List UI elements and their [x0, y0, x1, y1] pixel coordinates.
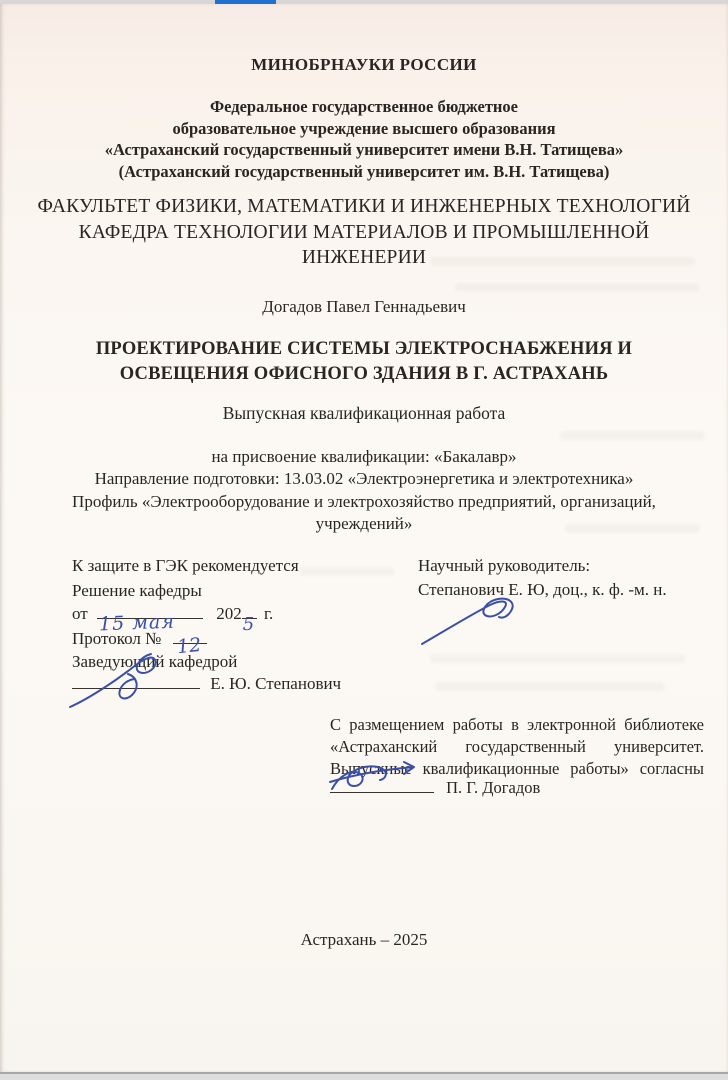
work-title [0, 337, 728, 386]
protocol-row [72, 629, 207, 659]
faculty-block [0, 194, 728, 271]
date-blank-underline [97, 610, 203, 636]
scanned-title-page [0, 4, 728, 1072]
qualification-line: на присвоение квалификации: «Бакалавр» [211, 447, 517, 466]
consent-line: Выпускные квалификационные работы» согласны [330, 759, 704, 778]
city-year: Астрахань – 2025 [300, 930, 428, 949]
approval-recommendation: К защите в ГЭК рекомендуется [72, 556, 299, 575]
institution-line: «Астраханский государственный университет имени В.Н. Татищева» [104, 140, 624, 159]
year-printed: 202 [216, 604, 242, 623]
bleed-through-mark [300, 567, 395, 576]
consent-line: «Астраханский государственный университет. [330, 737, 704, 756]
consent-signature [326, 761, 438, 797]
bleed-through-mark [455, 283, 700, 292]
page-bottom-gap [0, 1072, 728, 1080]
work-title-line: ОСВЕЩЕНИЯ ОФИСНОГО ЗДАНИЯ В Г. АСТРАХАНЬ [119, 363, 609, 384]
horizontal-scrollbar-thumb[interactable] [215, 0, 276, 4]
supervisor-label: Научный руководитель: [418, 556, 591, 575]
author-name: Догадов Павел Геннадьевич [262, 297, 466, 316]
qualification-line: учреждений» [315, 514, 413, 534]
qualification-block [0, 446, 728, 536]
qualification-line: Направление подготовки: 13.03.02 «Электроэнергетика и электротехника» [94, 469, 634, 489]
consent-signer-name: П. Г. Догадов [446, 778, 541, 797]
handwritten-protocol-number: 12 [175, 633, 202, 659]
institution-line: образовательное учреждение высшего образования [172, 118, 556, 138]
bleed-through-mark [430, 654, 685, 663]
consent-line: С размещением работы в электронной библиотеке [330, 715, 704, 734]
date-prefix: от [72, 604, 88, 623]
institution-line: Федеральное государственное бюджетное [209, 97, 519, 116]
supervisor-name: Степанович Е. Ю, доц., к. ф. -м. н. [418, 580, 667, 599]
faculty-line: ФАКУЛЬТЕТ ФИЗИКИ, МАТЕМАТИКИ И ИНЖЕНЕРНЫХ ТЕХНОЛОГИЙ [37, 196, 691, 217]
faculty-line: КАФЕДРА ТЕХНОЛОГИИ МАТЕРИАЛОВ И ПРОМЫШЛЕННОЙ [78, 221, 650, 243]
protocol-blank-underline [173, 633, 207, 659]
work-type: Выпускная квалификационная работа [222, 403, 506, 423]
handwritten-date: 15 мая [98, 610, 176, 636]
qualification-line: Профиль «Электрооборудование и электрохозяйство предприятий, организаций, [72, 491, 656, 511]
head-title: Заведующий кафедрой [72, 652, 238, 671]
supervisor-signature [418, 592, 538, 647]
institution-line: (Астраханский государственный университет им. В.Н. Татищева) [118, 161, 610, 181]
protocol-label: Протокол № [72, 629, 162, 648]
approval-decision: Решение кафедры [72, 581, 202, 600]
year-suffix: г. [263, 604, 274, 623]
work-title-line: ПРОЕКТИРОВАНИЕ СИСТЕМЫ ЭЛЕКТРОСНАБЖЕНИЯ И [95, 339, 633, 359]
head-signature [66, 649, 206, 711]
handwritten-year-digit: 5 [242, 614, 255, 635]
year-blank-underline [242, 614, 257, 635]
approval-date-row [72, 604, 274, 636]
horizontal-scrollbar-track[interactable] [0, 0, 728, 4]
ministry-heading: МИНОБРНАУКИ РОССИИ [251, 55, 477, 74]
head-name: Е. Ю. Степанович [210, 674, 342, 693]
faculty-line: ИНЖЕНЕРИИ [301, 247, 427, 268]
bleed-through-mark [560, 431, 705, 440]
bleed-through-mark [435, 682, 665, 691]
institution-block [0, 96, 728, 182]
